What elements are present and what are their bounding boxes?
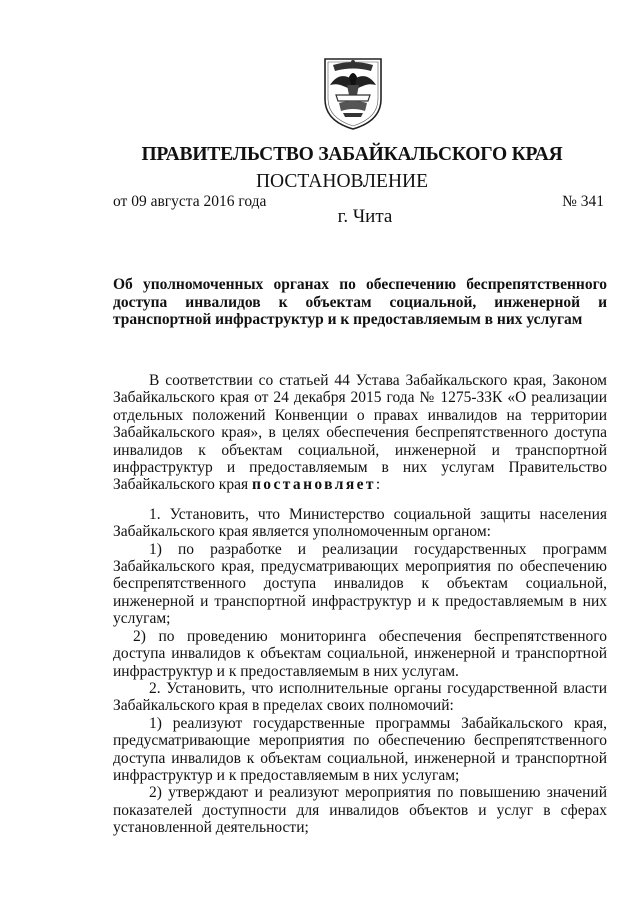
decree-colon: : bbox=[375, 476, 381, 494]
body-paragraph: 1) реализуют государственные программы Забайкальского края, предусматривающие мероприятия по обеспечению беспрепятственного доступа инвалидов к объектам социальной, инженерной и транспортной инфраструктур и к предоставляемым в них услугам; bbox=[113, 714, 607, 784]
body-paragraph: 1. Установить, что Министерство социальной защиты населения Забайкальского края является уполномоченным органом: bbox=[113, 505, 607, 541]
document-subject: Об уполномоченных органах по обеспечению беспрепятственного доступа инвалидов к объектам социальной, инженерной и транспортной инфраструктур и к предоставляемым в них услугам bbox=[113, 276, 607, 328]
body-paragraph: 2. Установить, что исполнительные органы государственной власти Забайкальского края в пределах своих полномочий: bbox=[113, 679, 607, 715]
body-paragraph: 1) по разработке и реализации государственных программ Забайкальского края, предусматривающих мероприятия по обеспечению беспрепятственного доступа инвалидов к объектам социальной, инженерной и транспортной инфраструктур и к предоставляемым в них услугам; bbox=[113, 540, 607, 628]
decree-word: постановляет bbox=[251, 476, 376, 494]
document-number: № 341 bbox=[562, 193, 604, 210]
document-body bbox=[113, 372, 607, 837]
organization-title: ПРАВИТЕЛЬСТВО ЗАБАЙКАЛЬСКОГО КРАЯ bbox=[141, 144, 563, 165]
preamble-paragraph bbox=[113, 372, 607, 494]
body-paragraph: 2) по проведению мониторинга обеспечения беспрепятственного доступа инвалидов к объектам социальной, инженерной и транспортной инфраструктур и к предоставляемым в них услугам. bbox=[113, 627, 607, 680]
document-type: ПОСТАНОВЛЕНИЕ bbox=[255, 171, 429, 192]
body-paragraph: 2) утверждают и реализуют мероприятия по повышению значений показателей доступности для инвалидов объектов и услуг в сферах установленной деятельности; bbox=[113, 784, 607, 837]
document-city: г. Чита bbox=[337, 206, 393, 227]
coat-of-arms-emblem bbox=[321, 55, 385, 131]
preamble-text: В соответствии со статьей 44 Устава Забайкальского края, Законом Забайкальского края от 24 декабря 2015 года № 1275-ЗЗК «О реализации отдельных положений Конвенции о правах инвалидов на территории Забайкальского края», в целях обеспечения беспрепятственного доступа инвалидов к объектам социальной, инженерной и транспортной инфраструктур и предоставляемым в них услугам Правительство Забайкальского края bbox=[113, 372, 607, 494]
document-date: от 09 августа 2016 года bbox=[113, 193, 267, 210]
